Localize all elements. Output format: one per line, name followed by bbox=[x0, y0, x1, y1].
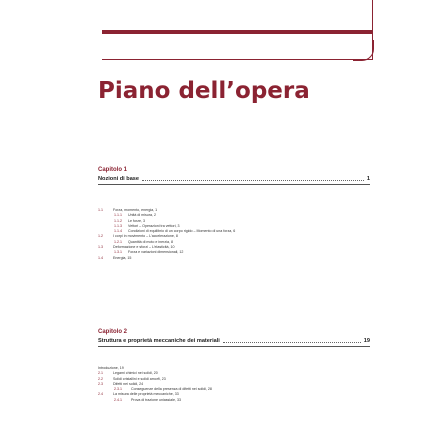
chapter-page: 1 bbox=[366, 176, 370, 182]
section-title: La misura delle proprietà meccaniche, 33 bbox=[113, 392, 179, 397]
section-number: 2.4 bbox=[98, 392, 103, 397]
section-title: Forza e variazioni dimensionali, 12 bbox=[128, 250, 184, 255]
section-number: 1.2 bbox=[98, 234, 103, 239]
section-title: I corpi in movimento – L’accelerazione, 8 bbox=[113, 234, 178, 239]
page-title: Piano dell’opera bbox=[98, 78, 310, 104]
toc-entry[interactable] bbox=[98, 256, 235, 261]
section-number: 1.1.4 bbox=[114, 229, 122, 234]
section-number: 2.2 bbox=[98, 376, 103, 381]
section-number: 1.1.2 bbox=[114, 218, 122, 223]
toc-entry[interactable] bbox=[98, 398, 212, 403]
chapter-1-contents bbox=[98, 208, 235, 261]
chapter-title: Nozioni di base bbox=[98, 176, 140, 182]
leader-dots bbox=[223, 342, 361, 343]
section-number: 1.1.1 bbox=[114, 213, 122, 218]
chapter-title: Struttura e proprietà meccaniche dei materiali bbox=[98, 338, 220, 344]
chapter-heading[interactable] bbox=[98, 175, 370, 185]
section-number: 1.1.3 bbox=[114, 223, 122, 228]
chapter-1 bbox=[98, 166, 370, 185]
leader-dots bbox=[142, 180, 364, 181]
section-number: 2.3.1 bbox=[114, 387, 122, 392]
chapter-heading[interactable] bbox=[98, 337, 370, 347]
section-title: Legami chimici nei solidi, 20 bbox=[113, 371, 158, 376]
section-title: Difetti nei solidi, 24 bbox=[113, 381, 144, 386]
chapter-label: Capitolo 1 bbox=[98, 167, 128, 173]
section-title: Condizioni di equilibrio di un corpo rigido – Momento di una forza, 6 bbox=[128, 229, 236, 234]
section-number: 1.3 bbox=[98, 245, 103, 250]
section-number: 1.1 bbox=[98, 208, 103, 212]
section-title: Deformazione e sforzi – L’elasticità, 10 bbox=[113, 245, 175, 250]
section-title: Quantità di moto e inerzia, 8 bbox=[128, 239, 173, 244]
section-title: Solidi cristallini e solidi amorfi, 23 bbox=[113, 376, 166, 381]
section-number: 1.3.1 bbox=[114, 250, 122, 255]
chapter-label: Capitolo 2 bbox=[98, 329, 128, 335]
header-rule bbox=[102, 30, 372, 34]
header-corner bbox=[353, 40, 374, 61]
header-bottom-rule bbox=[102, 59, 373, 60]
chapter-page: 19 bbox=[363, 338, 370, 344]
section-title: Conseguenze della presenza di difetti nei solidi, 28 bbox=[131, 387, 212, 392]
section-number: 2.1 bbox=[98, 371, 103, 376]
section-number: 1.4 bbox=[98, 255, 103, 260]
section-title: Introduzione, 19 bbox=[98, 366, 124, 370]
section-title: Energia, 15 bbox=[113, 255, 132, 260]
section-number: 1.2.1 bbox=[114, 239, 122, 244]
section-number: 2.4.1 bbox=[114, 397, 122, 402]
section-number: 2.3 bbox=[98, 381, 103, 386]
section-title: Vettori – Operazioni tra vettori, 3 bbox=[128, 223, 180, 228]
chapter-2-contents bbox=[98, 366, 212, 403]
section-title: Prova di trazione uniassiale, 33 bbox=[131, 397, 181, 402]
section-title: Unità di misura, 2 bbox=[128, 213, 156, 218]
section-title: Forza, momento, energia, 1 bbox=[113, 208, 158, 212]
chapter-2 bbox=[98, 328, 370, 347]
section-title: Le forze, 3 bbox=[128, 218, 145, 223]
